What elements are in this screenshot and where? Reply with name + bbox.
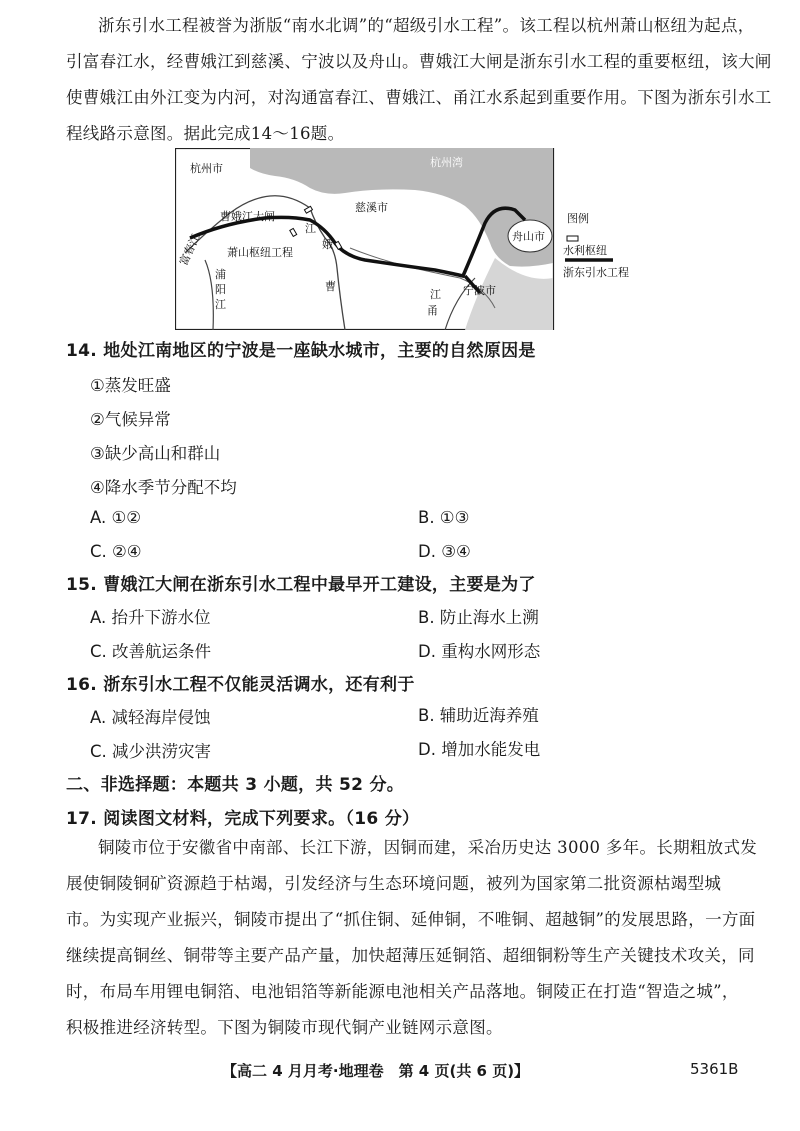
q16-stem: 16. 浙东引水工程不仅能灵活调水，还有利于 [66, 675, 415, 695]
label-e: 娥 [322, 238, 333, 251]
q14-stem: 14. 地处江南地区的宁波是一座缺水城市，主要的自然原因是 [66, 341, 536, 361]
q14-item-2: ②气候异常 [90, 410, 171, 429]
label-puyang-3: 江 [215, 298, 226, 311]
page-footer: 【高二 4 月月考·地理卷 第 4 页(共 6 页)】 [222, 1062, 530, 1080]
q16-option-d: D. 增加水能发电 [418, 740, 541, 759]
route-map [175, 148, 653, 330]
q14-option-a: A. ①② [90, 508, 142, 527]
legend-route-label: 浙东引水工程 [563, 266, 629, 279]
q14-item-4: ④降水季节分配不均 [90, 478, 237, 497]
q16-option-a: A. 减轻海岸侵蚀 [90, 708, 211, 727]
label-caoe-gate: 曹娥江大闸 [220, 210, 275, 223]
q15-option-b: B. 防止海水上溯 [418, 608, 539, 627]
label-hangzhou: 杭州市 [190, 162, 223, 175]
label-bay: 杭州湾 [430, 156, 463, 169]
label-cao: 曹 [325, 280, 336, 293]
q15-option-a: A. 抬升下游水位 [90, 608, 211, 627]
label-ningbo: 宁波市 [463, 284, 496, 297]
q16-option-c: C. 减少洪涝灾害 [90, 742, 212, 761]
section-2-heading: 二、非选择题：本题共 3 小题，共 52 分。 [66, 775, 405, 795]
q17-line-6: 积极推进经济转型。下图为铜陵市现代铜产业链网示意图。 [66, 1018, 503, 1037]
label-jiang-1: 江 [305, 222, 316, 235]
q17-line-5: 时，布局车用锂电铜箔、电池铝箔等新能源电池相关产品落地。铜陵正在打造“智造之城”， [66, 982, 739, 1001]
label-yong: 甬 [427, 304, 438, 317]
label-jiang-2: 江 [430, 288, 441, 301]
q17-line-4: 继续提高铜丝、铜带等主要产品产量，加快超薄压延铜箔、超细铜粉等生产关键技术攻关，同 [66, 946, 755, 965]
q14-item-1: ①蒸发旺盛 [90, 376, 171, 395]
q14-option-b: B. ①③ [418, 508, 470, 527]
q14-item-3: ③缺少高山和群山 [90, 444, 221, 463]
q17-line-3: 市。为实现产业振兴，铜陵市提出了“抓住铜、延伸铜，不唯铜、超越铜”的发展思路，一方面 [66, 910, 756, 929]
intro-line-2: 引富春江水，经曹娥江到慈溪、宁波以及舟山。曹娥江大闸是浙东引水工程的重要枢纽，该大闸 [66, 52, 772, 71]
q15-option-c: C. 改善航运条件 [90, 642, 212, 661]
intro-line-3: 使曹娥江由外江变为内河，对沟通富春江、曹娥江、甬江水系起到重要作用。下图为浙东引水工 [66, 88, 772, 107]
label-xiaoshan: 萧山枢纽工程 [227, 246, 293, 259]
q14-option-c: C. ②④ [90, 542, 142, 561]
q16-option-b: B. 辅助近海养殖 [418, 706, 539, 725]
legend-hub-symbol [567, 236, 578, 241]
label-puyang-2: 阳 [215, 283, 226, 296]
q15-stem: 15. 曹娥江大闸在浙东引水工程中最早开工建设，主要是为了 [66, 575, 536, 595]
q17-line-2: 展使铜陵铜矿资源趋于枯竭，引发经济与生态环境问题，被列为国家第二批资源枯竭型城 [66, 874, 722, 893]
label-puyang-1: 浦 [215, 268, 226, 281]
q14-option-d: D. ③④ [418, 542, 471, 561]
q15-option-d: D. 重构水网形态 [418, 642, 541, 661]
intro-line-4: 程线路示意图。据此完成14～16题。 [66, 124, 345, 143]
paper-code: 5361B [690, 1060, 739, 1078]
label-fuchun: 富春江 [176, 232, 203, 268]
q17-stem: 17. 阅读图文材料，完成下列要求。（16 分） [66, 809, 420, 829]
label-zhoushan: 舟山市 [512, 230, 545, 243]
q17-line-1: 铜陵市位于安徽省中南部、长江下游，因铜而建，采冶历史达 3000 多年。长期粗放式发 [98, 838, 758, 857]
label-cixi: 慈溪市 [355, 201, 388, 214]
legend-title: 图例 [567, 212, 589, 225]
intro-line-1: 浙东引水工程被誉为浙版“南水北调”的“超级引水工程”。该工程以杭州萧山枢纽为起点， [98, 16, 755, 35]
legend-hub-label: 水利枢纽 [563, 244, 607, 257]
